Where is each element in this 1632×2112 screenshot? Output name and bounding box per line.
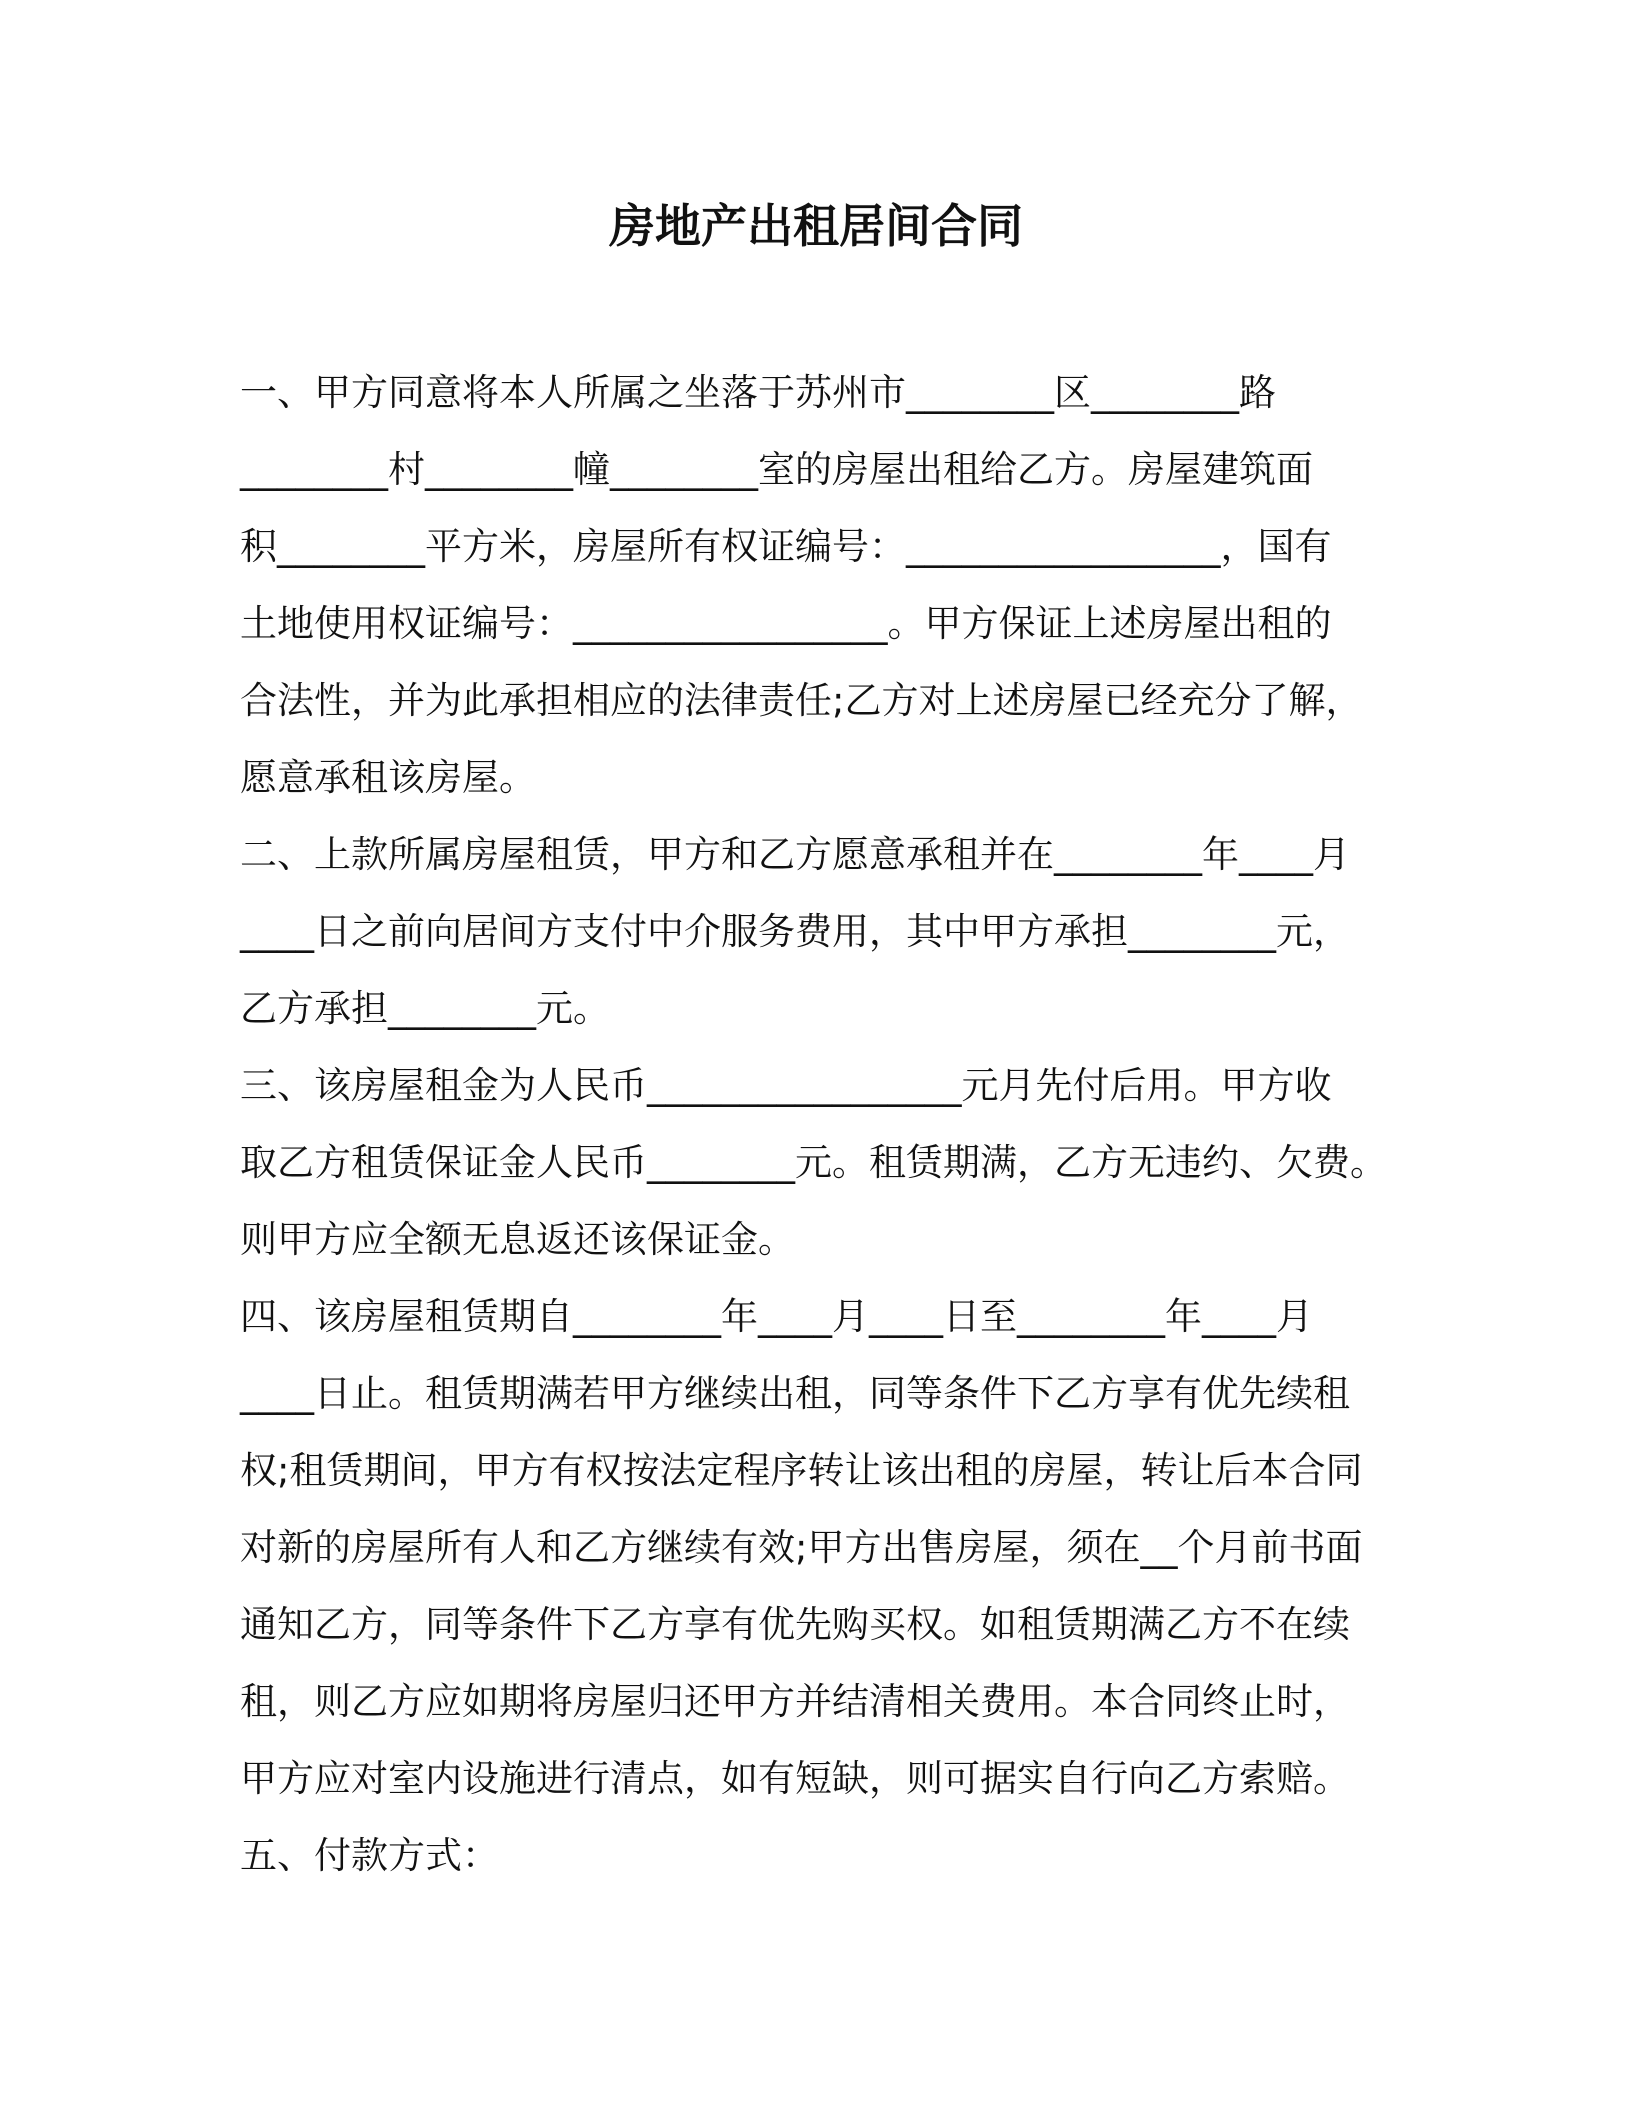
text-line: 通知乙方，同等条件下乙方享有优先购买权。如租赁期满乙方不在续 — [240, 1603, 1350, 1646]
text-line: 土地使用权证编号：_________________。甲方保证上述房屋出租的 — [240, 602, 1332, 645]
text-line: ________村________幢________室的房屋出租给乙方。房屋建筑面 — [240, 448, 1313, 491]
text-line: ____日止。租赁期满若甲方继续出租，同等条件下乙方享有优先续租 — [240, 1372, 1350, 1415]
text-line: 取乙方租赁保证金人民币________元。租赁期满，乙方无违约、欠费。 — [240, 1141, 1387, 1184]
text-line: 则甲方应全额无息返还该保证金。 — [240, 1218, 795, 1261]
text-line: 二、上款所属房屋租赁，甲方和乙方愿意承租并在________年____月 — [240, 833, 1350, 876]
text-line: 三、该房屋租金为人民币_________________元月先付后用。甲方收 — [240, 1064, 1332, 1107]
text-line: 甲方应对室内设施进行清点，如有短缺，则可据实自行向乙方索赔。 — [240, 1757, 1350, 1800]
text-line: 对新的房屋所有人和乙方继续有效;甲方出售房屋，须在__个月前书面 — [240, 1526, 1363, 1569]
text-line: 合法性，并为此承担相应的法律责任;乙方对上述房屋已经充分了解， — [240, 679, 1363, 722]
text-line: 四、该房屋租赁期自________年____月____日至________年____月 — [240, 1295, 1313, 1338]
text-line: ____日之前向居间方支付中介服务费用，其中甲方承担________元， — [240, 910, 1350, 953]
text-line: 五、付款方式： — [240, 1834, 499, 1877]
text-line: 积________平方米，房屋所有权证编号：_________________，国有 — [240, 525, 1332, 568]
document-title: 房地产出租居间合同 — [609, 199, 1023, 253]
text-line: 租，则乙方应如期将房屋归还甲方并结清相关费用。本合同终止时， — [240, 1680, 1350, 1723]
text-line: 愿意承租该房屋。 — [240, 756, 536, 799]
text-line: 乙方承担________元。 — [240, 987, 610, 1030]
text-line: 权;租赁期间，甲方有权按法定程序转让该出租的房屋，转让后本合同 — [240, 1449, 1363, 1492]
text-line: 一、甲方同意将本人所属之坐落于苏州市________区________路 — [240, 371, 1276, 414]
